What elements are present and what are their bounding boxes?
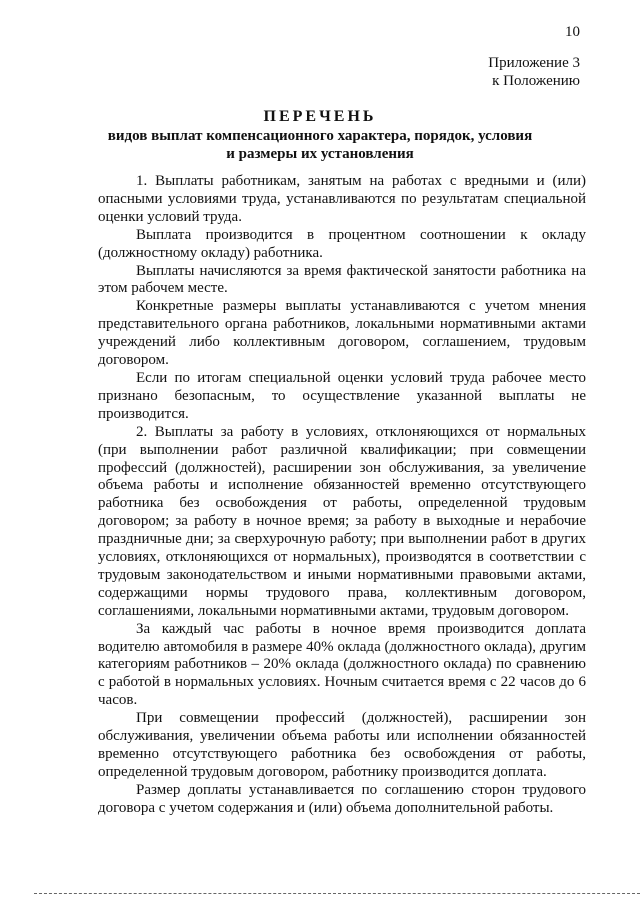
paragraph-actual-employment: Выплаты начисляются за время фактической занятости работника на этом рабочем месте. [98,262,586,297]
document-heading [0,107,640,163]
paragraph-percent-of-salary: Выплата производится в процентном соотношении к окладу (должностному окладу) работника. [98,226,586,261]
paragraph-night-work: За каждый час работы в ночное время производится доплата водителю автомобиля в размере 40% оклада (должностного оклада), другим категориям работников – 20% оклада (должностного оклада) по сравнению с работой в нормальных условиях. Ночным считается время с 22 часов до 6 часов. [98,620,586,709]
appendix-line-1: Приложение 3 [488,55,580,71]
paragraph-specific-amounts: Конкретные размеры выплаты устанавливаются с учетом мнения представительного органа работников, локальными нормативными актами учреждений либо коллективным договором, соглашением, трудовым договором. [98,298,586,369]
paragraph-harmful-conditions: 1. Выплаты работникам, занятым на работах с вредными и (или) опасными условиями труда, устанавливаются по результатам специальной оценки условий труда. [98,173,586,225]
paragraph-safe-workplace: Если по итогам специальной оценки условий труда рабочее место признано безопасным, то осуществление указанной выплаты не производится. [98,369,586,422]
appendix-line-2: к Положению [492,73,580,89]
paragraph-surcharge-amount: Размер доплаты устанавливается по соглашению сторон трудового договора с учетом содержания и (или) объема дополнительной работы. [98,781,586,816]
paragraph-deviating-conditions: 2. Выплаты за работу в условиях, отклоняющихся от нормальных (при выполнении работ различной квалификации; при совмещении профессий (должностей), расширении зон обслуживания, за увеличение объема работы и исполнение обязанностей временно отсутствующего работника без освобождения от работы, определенной трудовым договором; за работу в ночное время; за работу в выходные и нерабочие праздничные дни; за сверхурочную работу; при выполнении работ в других условиях, отклоняющихся от нормальных), производятся в соответствии с трудовым законодательством и иными нормативными правовыми актами, содержащими нормы трудового права, коллективным договором, соглашениями, локальными нормативными актами, трудовым договором. [98,423,586,619]
document-subtitle-line-1: видов выплат компенсационного характера, порядок, условия [107,128,533,144]
page-number: 10 [565,24,580,40]
paragraph-combining-professions: При совмещении профессий (должностей), расширении зон обслуживания, увеличении объема работы или исполнении обязанностей временно отсутствующего работника без освобождения от работы, определенной трудовым договором, работнику производится доплата. [98,710,586,780]
document-body [98,173,586,818]
document-subtitle-line-2: и размеры их установления [226,146,414,162]
scan-bottom-edge [34,893,640,894]
appendix-reference [488,54,580,90]
document-title: ПЕРЕЧЕНЬ [263,108,377,125]
